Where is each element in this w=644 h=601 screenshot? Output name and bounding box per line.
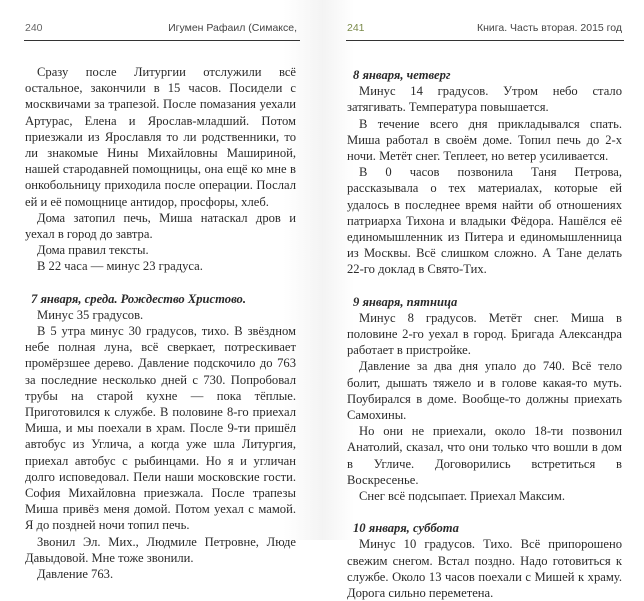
paragraph: В 0 часов позвонила Таня Петрова, рассказывала о тех материалах, которые ей удалось в последнее время найти об отношениях патриарха Тихона и владыки Фёдора. Нашёлся её единомышленник из Питера и единомышленница из Москвы. Всё слишком сложно. А Тане делать 22-го доклад в Свято-Тих. [347,165,622,277]
paragraph: Минус 35 градусов. [37,307,144,322]
running-head-title: Игумен Рафаил (Симаксе, [168,22,297,34]
paragraph: Давление 763. [37,567,114,582]
paragraph: Минус 14 градусов. Утром небо стало затягивать. Температура повышается. [347,84,622,115]
header-rule [24,40,300,41]
paragraph: В 5 утра минус 30 градусов, тихо. В звёздном небе полная луна, всё сверкает, потрескивает промёрзшее дерево. Давление подскочило до 763 за последние несколько дней с 730. Попробовал трубы на старой кухне — пока тёплые. Приготовился к службе. В половине 8-го приехал Миша, и мы поехали в храм. После 9-ти пришёл автобус из Углича, а когда уже шла Литургия, приехал автобус с рыбинцами. Но я и угличан долго исповедовал. Пели наши московские гости. София Михайловна приезжала. После трапезы Миша привёз меня домой. Потом уехал с мамой. Я до поздней ночи топил печь. [25,324,296,533]
paragraph: Сразу после Литургии отслужили всё остальное, закончили в 15 часов. Посидели с москвичами за трапезой. После помазания уехали Артурас, Елена и Ярослав-младший. Потом приезжали из Ярославля то ли родственники, то ли знакомые Нины Михайловны Машириной, нашей стародавней помощницы, она ещё ко мне в онкобольницу приходила после операции. Послал ей и её помощнице антидор, просфоры, хлеб. [25,65,296,209]
paragraph: Минус 10 градусов. Тихо. Всё припорошено свежим снегом. Встал поздно. Надо готовиться к службе. Около 13 часов поехали с Мишей к храму. Дорога сильно переметена. [347,537,622,601]
right-page [322,0,644,601]
paragraph: Но они не приехали, около 18-ти позвонил Анатолий, сказал, что они только что вошли в дом в Угличе. Договорились встретиться в Воскресенье. [347,424,622,487]
diary-entry-heading: 8 января, четверг [353,68,451,82]
diary-entry-heading: 10 января, суббота [353,521,459,536]
paragraph: Звонил Эл. Мих., Людмиле Петровне, Люде Давыдовой. Мне тоже звонили. [25,534,296,565]
diary-entry-heading: 7 января, среда. Рождество Христово. [31,291,246,306]
paragraph: В течение всего дня прикладывался спать. Миша работал в своём доме. Топил печь до 2-х ночи. Метёт снег. Теплеет, но ветер усиливается. [347,116,622,164]
left-page [0,0,322,582]
page-body [25,64,296,582]
running-head-left [25,22,297,36]
paragraph: Дома правил тексты. [37,243,149,258]
paragraph: Дома затопил печь, Миша натаскал дров и уехал в город до завтра. [25,210,296,242]
page-number: 240 [25,22,43,34]
paragraph: Снег всё подсыпает. Приехал Максим. [359,489,566,504]
page-number: 241 [347,22,365,34]
header-rule [346,40,624,41]
paragraph: В 22 часа — минус 23 градуса. [37,259,203,274]
diary-entry-heading: 9 января, пятница [353,294,458,309]
paragraph: Давление за два дня упало до 740. Всё тело болит, дышать тяжело и в голове какая-то муть. Поубирался в доме. Вообще-то должны приехать Самохины. [347,359,622,423]
running-head-right [347,22,622,36]
running-head-title: Книга. Часть вторая. 2015 год [476,22,622,34]
page-body [347,67,622,601]
paragraph: Минус 8 градусов. Метёт снег. Миша в половине 2-го уехал в город. Бригада Александра работает в пристройке. [347,310,622,358]
